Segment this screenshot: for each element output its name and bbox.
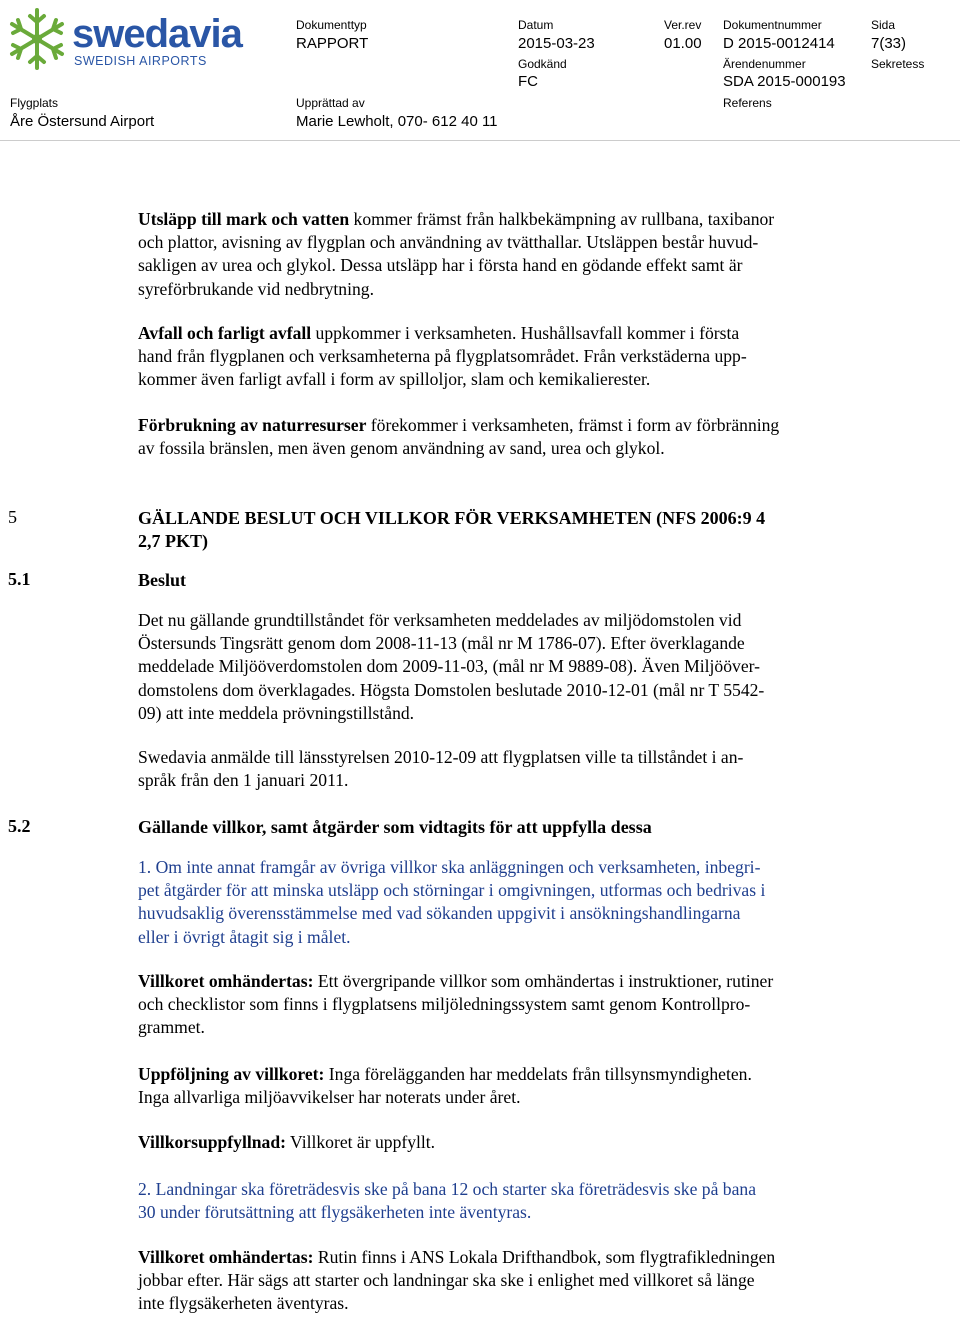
- text-line: språk från den 1 januari 2011.: [138, 770, 349, 791]
- paragraph-follow-up: [138, 1063, 868, 1109]
- text-line: Det nu gällande grundtillståndet för verksamheten meddelades av miljödomstolen vid: [138, 610, 742, 630]
- text-line: inte flygsäkerheten äventyras.: [138, 1293, 349, 1314]
- paragraph-fulfilment: [138, 1131, 868, 1154]
- text-line: Villkoret är uppfyllt.: [285, 1132, 436, 1152]
- paragraph-decision: [138, 609, 868, 725]
- reference-label: Referens: [723, 96, 772, 110]
- text-line: och checklistor som finns i flygplatsens miljöledningssystem samt genom Kontrollpro-: [138, 994, 751, 1015]
- approved-label: Godkänd: [518, 57, 567, 71]
- airport-label: Flygplats: [10, 96, 59, 110]
- section-5-1-heading: Beslut: [138, 570, 187, 590]
- document-number-label: Dokumentnummer: [723, 18, 822, 32]
- snowflake-logo-icon: [4, 6, 70, 72]
- section-5-1-number: 5.1: [8, 569, 31, 589]
- paragraph-waste: [138, 322, 868, 392]
- text-line: 2. Landningar ska företrädesvis ske på bana 12 och starter ska företrädesvis ske på bana: [138, 1179, 756, 1199]
- text-line: Swedavia anmälde till länsstyrelsen 2010-12-09 att flygplatsen ville ta tillståndet i an-: [138, 747, 744, 767]
- text-line: 30 under förutsättning att flygsäkerheten inte äventyras.: [138, 1202, 532, 1223]
- text-line: Inga förelägganden har meddelats från tillsynsmyndigheten.: [324, 1064, 752, 1084]
- revision-label: Ver.rev: [664, 18, 702, 32]
- waste-heading: Avfall och farligt avfall: [138, 323, 312, 343]
- revision-value: 01.00: [664, 35, 702, 52]
- paragraph-condition-handled-1: [138, 970, 868, 1040]
- text-line: sakligen av urea och glykol. Dessa utsläpp har i första hand en gödande effekt samt är: [138, 255, 743, 276]
- condition-2: [138, 1178, 868, 1224]
- section-5-2-heading: Gällande villkor, samt åtgärder som vidtagits för att uppfylla dessa: [138, 817, 652, 837]
- text-line: Inga allvarliga miljöavvikelser har noterats under året.: [138, 1087, 521, 1108]
- text-line: förekommer i verksamheten, främst i form av förbränning: [366, 415, 780, 435]
- brand-name: swedavia: [72, 12, 242, 56]
- text-line: meddelade Miljööverdomstolen dom 2009-11-03, (mål nr M 9889-08). Även Miljööver-: [138, 656, 760, 677]
- resources-heading: Förbrukning av naturresurser: [138, 415, 367, 435]
- text-line: och plattor, avisning av flygplan och användning av tvätthallar. Utsläppen består huvud-: [138, 232, 759, 253]
- page-label: Sida: [871, 18, 896, 32]
- text-line: Ett övergripande villkor som omhändertas i instruktioner, rutiner: [313, 971, 774, 991]
- condition-handled-label: Villkoret omhändertas:: [138, 1247, 314, 1267]
- paragraph-notification: [138, 746, 868, 792]
- text-line: 1. Om inte annat framgår av övriga villkor ska anläggningen och verksamheten, inbegri-: [138, 857, 761, 877]
- text-line: kommer främst från halkbekämpning av rullbana, taxibanor: [349, 209, 775, 229]
- condition-1: [138, 856, 868, 949]
- text-line: eller i övrigt åtagit sig i målet.: [138, 926, 351, 947]
- text-line: 09) att inte meddela prövningstillstånd.: [138, 702, 415, 723]
- text-line: uppkommer i verksamheten. Hushållsavfall kommer i första: [311, 323, 740, 343]
- prepared-by-value: Marie Lewholt, 070- 612 40 11: [296, 113, 498, 130]
- secrecy-label: Sekretess: [871, 57, 925, 71]
- approved-value: FC: [518, 73, 538, 90]
- fulfilment-label: Villkorsuppfyllnad:: [138, 1132, 286, 1152]
- text-line: syreförbrukande vid nedbrytning.: [138, 278, 374, 299]
- text-line: Rutin finns i ANS Lokala Drifthandbok, som flygtrafikledningen: [313, 1247, 776, 1267]
- document-number-value: D 2015-0012414: [723, 35, 835, 52]
- text-line: av fossila bränslen, men även genom användning av sand, urea och glykol.: [138, 438, 665, 459]
- text-line: huvudsaklig överensstämmelse med vad sökanden uppgivit i ansökningshandlingarna: [138, 903, 741, 924]
- date-label: Datum: [518, 18, 554, 32]
- section-5-number: 5: [8, 507, 17, 527]
- emissions-heading: Utsläpp till mark och vatten: [138, 209, 350, 229]
- paragraph-resources: [138, 414, 868, 460]
- text-line: hand från flygplanen och verksamheterna på flygplatsområdet. Från verkstäderna upp-: [138, 346, 747, 367]
- text-line: Östersunds Tingsrätt genom dom 2008-11-13 (mål nr M 1786-07). Efter överklagande: [138, 633, 745, 654]
- condition-handled-label: Villkoret omhändertas:: [138, 971, 314, 991]
- heading-line: 2,7 PKT): [138, 531, 208, 551]
- text-line: jobbar efter. Här sägs att starter och landningar ska ske i enlighet med villkoret så länge: [138, 1270, 755, 1291]
- paragraph-emissions: [138, 208, 868, 301]
- date-value: 2015-03-23: [518, 35, 595, 52]
- text-line: grammet.: [138, 1017, 205, 1038]
- text-line: kommer även farligt avfall i form av spilloljor, slam och kemikalierester.: [138, 369, 651, 390]
- prepared-by-label: Upprättad av: [296, 96, 365, 110]
- doc-type-value: RAPPORT: [296, 35, 369, 52]
- header-divider: [0, 140, 960, 141]
- section-5-2-number: 5.2: [8, 816, 31, 836]
- airport-value: Åre Östersund Airport: [10, 113, 155, 130]
- text-line: domstolens dom överklagades. Högsta Domstolen beslutade 2010-12-01 (mål nr T 5542-: [138, 679, 765, 700]
- text-line: pet åtgärder för att minska utsläpp och störningar i omgivningen, utformas och bedrivas i: [138, 880, 766, 901]
- doc-type-label: Dokumenttyp: [296, 18, 367, 32]
- document-header: [0, 0, 960, 145]
- follow-up-label: Uppföljning av villkoret:: [138, 1064, 325, 1084]
- paragraph-condition-handled-2: [138, 1246, 868, 1316]
- page-value: 7(33): [871, 35, 907, 52]
- case-number-value: SDA 2015-000193: [723, 73, 846, 90]
- case-number-label: Ärendenummer: [723, 57, 806, 71]
- brand-tagline: SWEDISH AIRPORTS: [74, 54, 207, 68]
- section-5-heading: [138, 507, 765, 553]
- heading-line: GÄLLANDE BESLUT OCH VILLKOR FÖR VERKSAMHETEN (NFS 2006:9 4: [138, 508, 766, 528]
